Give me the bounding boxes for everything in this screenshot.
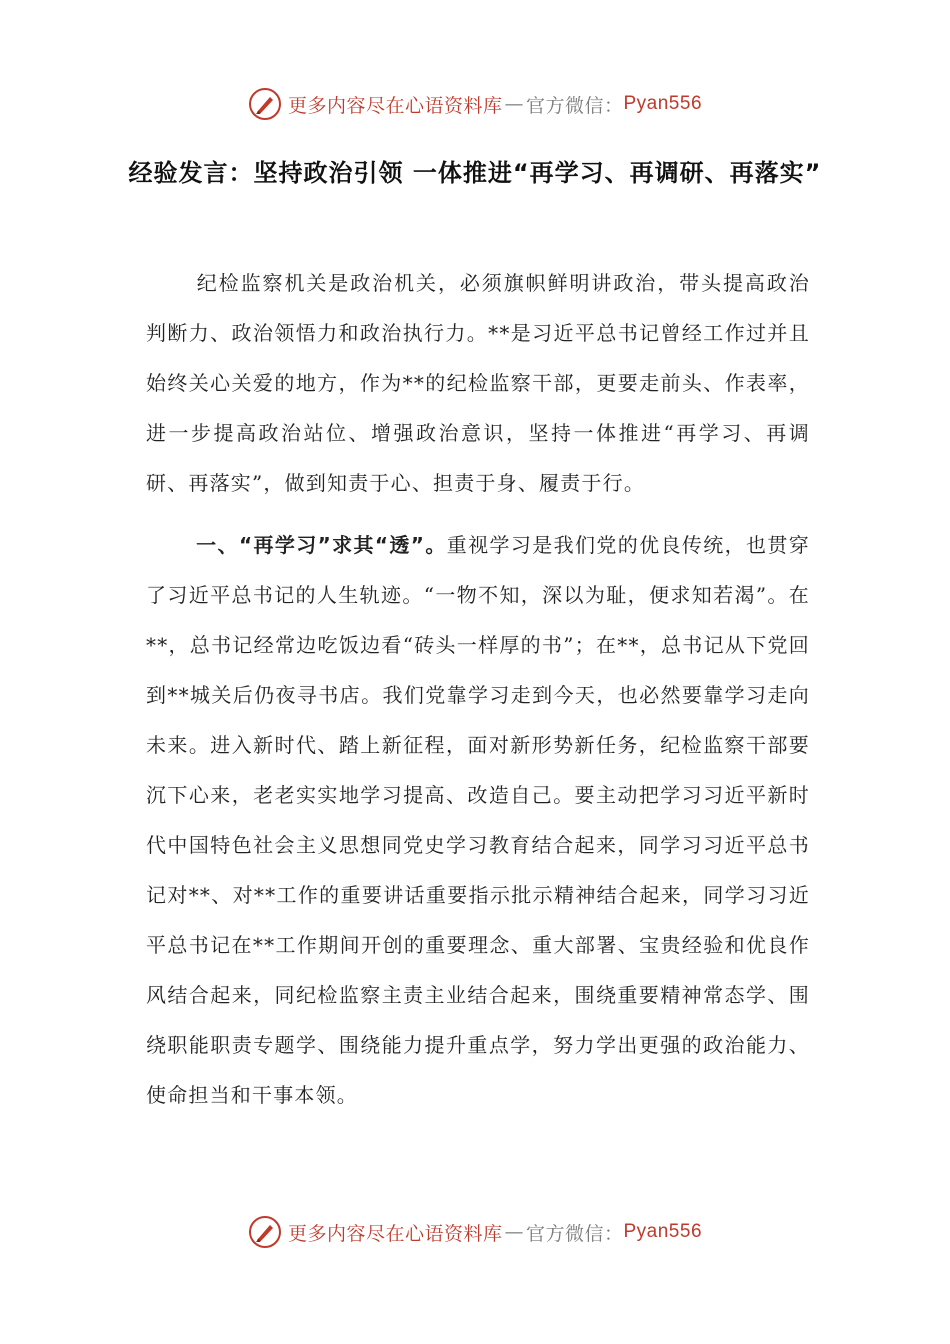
document-title: 经验发言：坚持政治引领 一体推进“再学习、再调研、再落实”	[128, 159, 822, 187]
watermark-text: 更多内容尽在心语资料库	[287, 94, 503, 117]
intro-text: 纪检监察机关是政治机关，必须旗帜鲜明讲政治，带头提高政治判断力、政治领悟力和政治执行力。**是习近平总书记曾经工作过并且始终关心关爱的地方，作为**的纪检监察干部，更要走前头、作表率，进一步提高政治站位、增强政治意识，坚持一体推进“再学习、再调研、再落实”，做到知责于心、担责于身、履责于行。	[146, 271, 810, 495]
watermark-official-label: 官方微信：	[525, 1222, 624, 1245]
section-1-paragraph	[146, 520, 810, 1120]
watermark-official-label: 官方微信：	[525, 94, 624, 117]
pen-logo-icon	[248, 87, 282, 121]
watermark-text: 更多内容尽在心语资料库	[287, 1222, 503, 1245]
watermark-dash: —	[504, 1221, 524, 1243]
footer-watermark	[0, 1212, 950, 1252]
watermark-wechat-id: Pyan556	[623, 93, 703, 114]
section-1-body: 重视学习是我们党的优良传统，也贯穿了习近平总书记的人生轨迹。“一物不知，深以为耻，便求知若渴”。在**，总书记经常边吃饭边看“砖头一样厚的书”；在**，总书记从下党回到**城关后仍夜寻书店。我们党靠学习走到今天，也必然要靠学习走向未来。进入新时代、踏上新征程，面对新形势新任务，纪检监察干部要沉下心来，老老实实地学习提高、改造自己。要主动把学习习近平新时代中国特色社会主义思想同党史学习教育结合起来，同学习习近平总书记对**、对**工作的重要讲话重要指示批示精神结合起来，同学习习近平总书记在**工作期间开创的重要理念、重大部署、宝贵经验和优良作风结合起来，同纪检监察主责主业结合起来，围绕重要精神常态学、围绕职能职责专题学、围绕能力提升重点学，努力学出更强的政治能力、使命担当和干事本领。	[146, 533, 810, 1107]
header-watermark	[0, 84, 950, 124]
watermark-wechat-id: Pyan556	[623, 1221, 703, 1242]
watermark-dash: —	[504, 93, 524, 115]
intro-paragraph	[146, 258, 810, 508]
section-1-heading: 一、“再学习”求其“透”。	[196, 533, 447, 557]
pen-logo-icon	[248, 1215, 282, 1249]
